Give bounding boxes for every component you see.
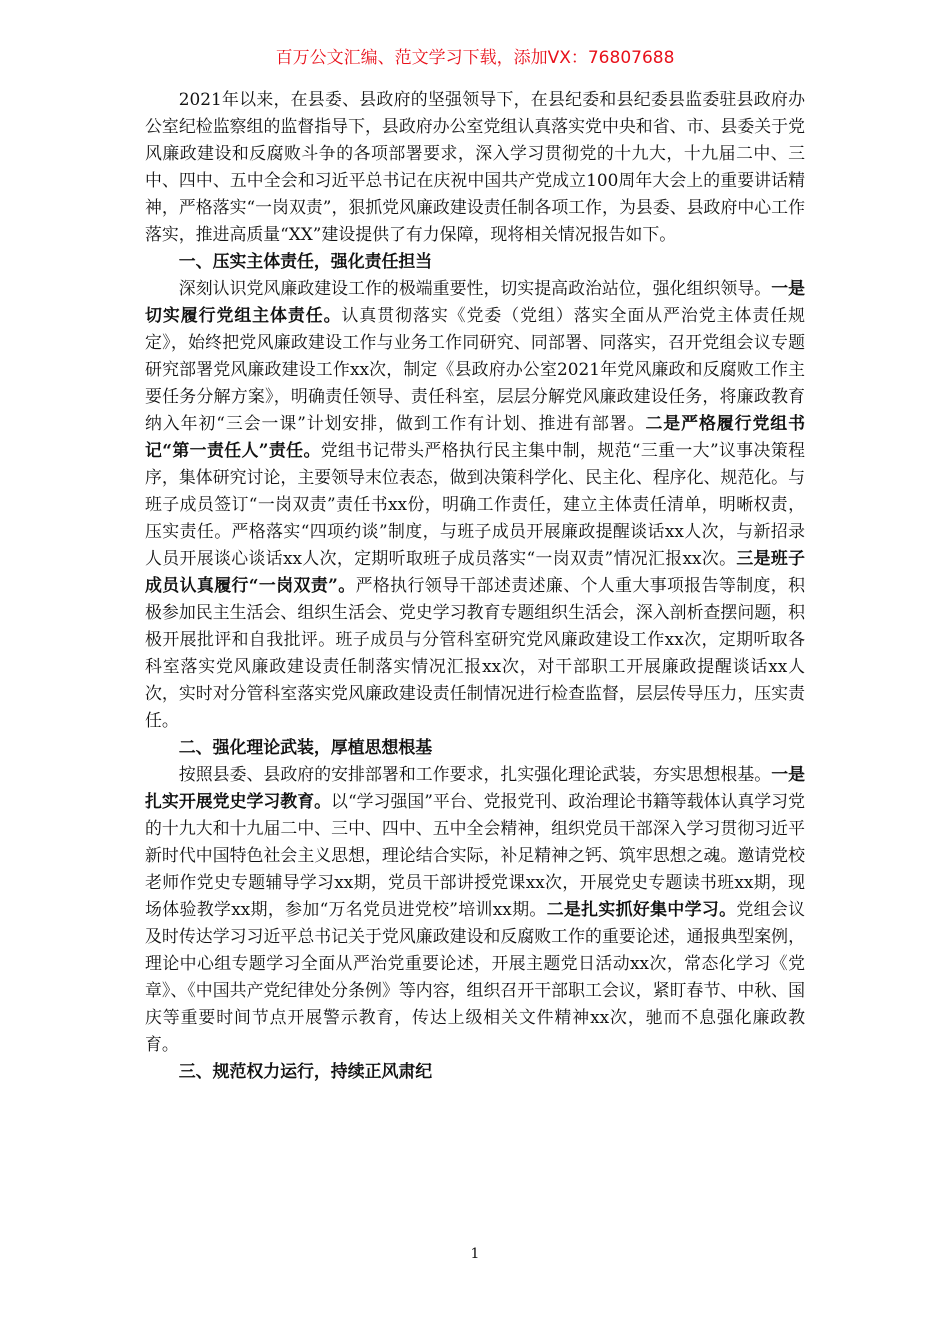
section-1-text-2: 认真贯彻落实《党委（党组）落实全面从严治党主体责任规定》，始终把党风廉政建设工作与业务工作同研究、同部署、同落实，召开党组会议专题研究部署党风廉政建设工作xx次，制定《县政府办公室2021年党风廉政和反腐败工作主要任务分解方案》，明确责任领导、责任科室，层层分解党风廉政建设任务，将廉政教育纳入年初“三会一课”计划安排，做到工作有计划、推进有部署。 xyxy=(145,305,806,433)
section-1-paragraph xyxy=(145,275,805,734)
section-1-text-1: 深刻认识党风廉政建设工作的极端重要性，切实提高政治站位，强化组织领导。 xyxy=(178,278,772,298)
section-1-bold-1: 一是切实履行党组主体责任。 xyxy=(145,278,806,325)
page-number: 1 xyxy=(470,1246,480,1262)
section-2-text-3: 党组会议及时传达学习习近平总书记关于党风廉政建设和反腐败工作的重要论述，通报典型案例，理论中心组专题学习全面从严治党重要论述，开展主题党日活动xx次，常态化学习《党章》、《中国共产党纪律处分条例》等内容，组织召开干部职工会议，紧盯春节、中秋、国庆等重要时间节点开展警示教育，传达上级相关文件精神xx次，驰而不息强化廉政教育。 xyxy=(145,899,806,1054)
section-3-heading: 三、规范权力运行，持续正风肃纪 xyxy=(178,1061,433,1081)
section-2-text-1: 按照县委、县政府的安排部署和工作要求，扎实强化理论武装，夯实思想根基。 xyxy=(178,764,772,784)
section-1-text-4: 严格执行领导干部述责述廉、个人重大事项报告等制度，积极参加民主生活会、组织生活会、党史学习教育专题组织生活会，深入剖析查摆问题，积极开展批评和自我批评。班子成员与分管科室研究党风廉政建设工作xx次，定期听取各科室落实党风廉政建设责任制落实情况汇报xx次，对干部职工开展廉政提醒谈话xx人次，实时对分管科室落实党风廉政建设责任制情况进行检查监督，层层传导压力，压实责任。 xyxy=(145,575,806,730)
section-1-bold-3: 三是班子成员认真履行“一岗双责”。 xyxy=(145,548,805,595)
intro-paragraph: 2021年以来，在县委、县政府的坚强领导下，在县纪委和县纪委县监委驻县政府办公室纪检监察组的监督指导下，县政府办公室党组认真落实党中央和省、市、县委关于党风廉政建设和反腐败斗争的各项部署要求，深入学习贯彻党的十九大，十九届二中、三中、四中、五中全会和习近平总书记在庆祝中国共产党成立100周年大会上的重要讲话精神，严格落实“一岗双责”，狠抓党风廉政建设责任制各项工作，为县委、县政府中心工作落实，推进高质量“XX”建设提供了有力保障，现将相关情况报告如下。 xyxy=(145,89,805,244)
section-2-bold-2: 二是扎实抓好集中学习。 xyxy=(546,899,737,919)
document-body xyxy=(145,86,805,1085)
section-2-text-2: 以“学习强国”平台、党报党刊、政治理论书籍等载体认真学习党的十九大和十九届二中、三中、四中、五中全会精神，组织党员干部深入学习贯彻习近平新时代中国特色社会主义思想，理论结合实际，补足精神之钙、筑牢思想之魂。邀请党校老师作党史专题辅导学习xx期，党员干部讲授党课xx次，开展党史专题读书班xx期，现场体验教学xx期，参加“万名党员进党校”培训xx期。 xyxy=(145,791,805,919)
section-1-text-3: 党组书记带头严格执行民主集中制，规范“三重一大”议事决策程序，集体研究讨论，主要领导末位表态，做到决策科学化、民主化、程序化、规范化。与班子成员签订“一岗双责”责任书xx份，明确工作责任，建立主体责任清单，明晰权责，压实责任。严格落实“四项约谈”制度，与班子成员开展廉政提醒谈话xx人次，与新招录人员开展谈心谈话xx人次，定期听取班子成员落实“一岗双责”情况汇报xx次。 xyxy=(145,440,805,568)
watermark-banner: 百万公文汇编、范文学习下载，添加VX：76807688 xyxy=(275,48,675,68)
section-2-bold-1: 一是扎实开展党史学习教育。 xyxy=(145,764,806,811)
section-1-bold-2: 二是严格履行党组书记“第一责任人”责任。 xyxy=(145,413,805,460)
section-2-heading: 二、强化理论武装，厚植思想根基 xyxy=(178,737,433,757)
section-1-heading: 一、压实主体责任，强化责任担当 xyxy=(178,251,433,271)
section-2-paragraph xyxy=(145,761,805,1058)
